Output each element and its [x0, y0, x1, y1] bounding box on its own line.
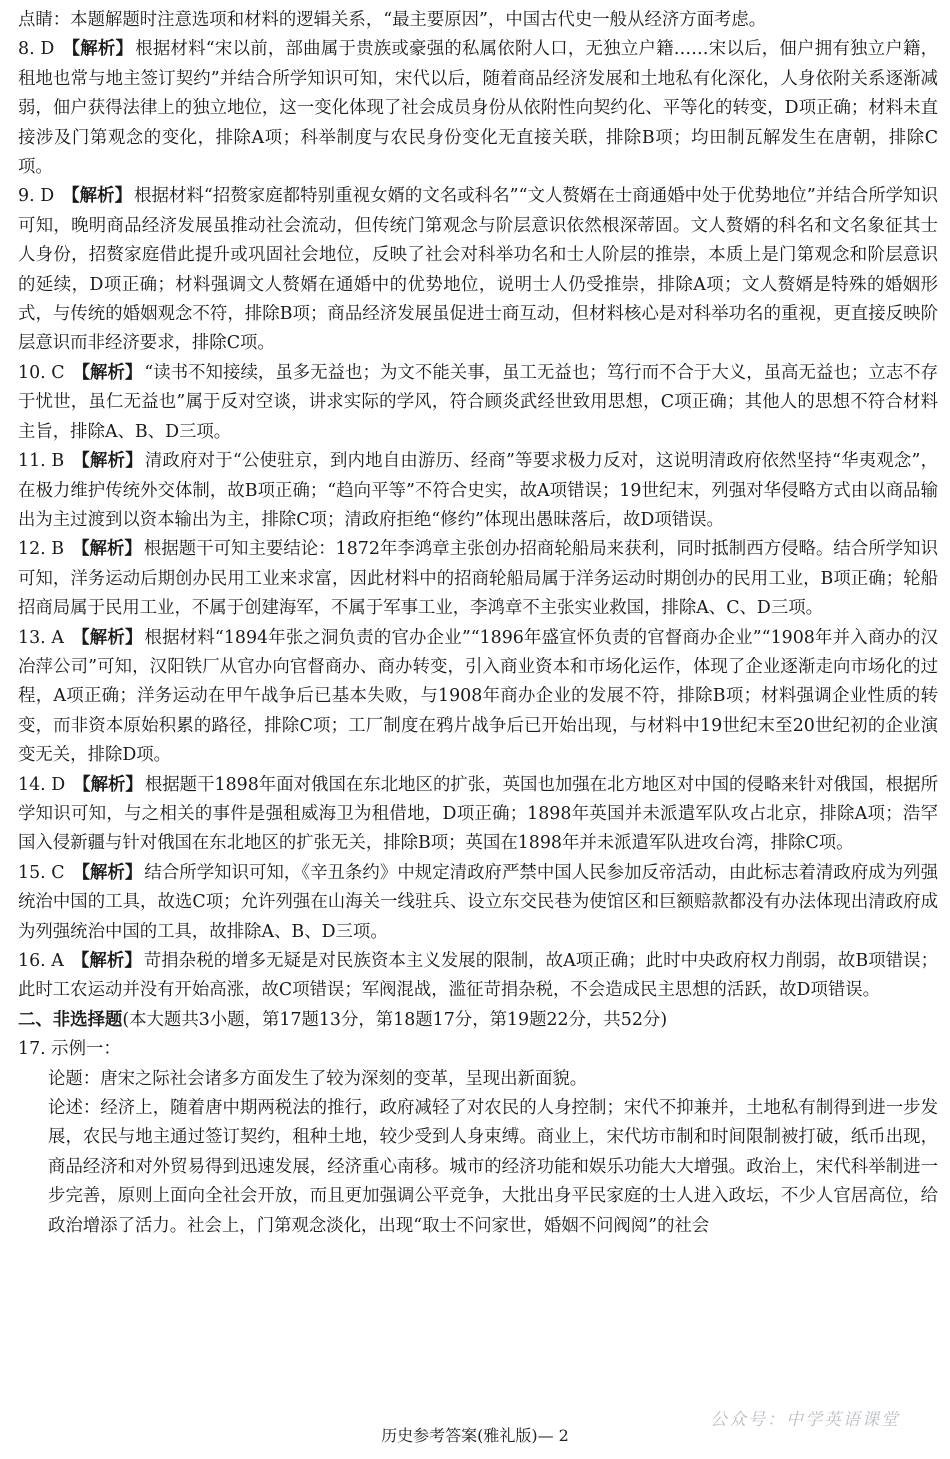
answer-text: 根据材料“宋以前，部曲属于贵族或豪强的私属依附人口，无独立户籍……宋以后，佃户拥有独立户籍，租地也常与地主签订契约”并结合所学知识可知，宋代以后，随着商品经济发展和土地私有化深化，人身依附关系逐渐减弱，佃户获得法律上的独立地位，这一变化体现了社会成员身份从依附性向契约化、平等化的转变，D项正确；材料未直接涉及门第观念的变化，排除A项；科举制度与农民身份变化无直接关联，排除B项；均田制瓦解发生在唐朝，排除C项。 [18, 39, 938, 178]
answer-text: 清政府对于“公使驻京，到内地自由游历、经商”等要求极力反对，这说明清政府依然坚持“华夷观念”，在极力维护传统外交体制，故B项正确；“趋向平等”不符合史实，故A项错误；19世纪末，列强对华侵略方式由以商品输出为主过渡到以资本输出为主，排除C项；清政府拒绝“修约”体现出愚昧落后，故D项错误。 [18, 451, 938, 530]
answer-number: 10. C [18, 362, 65, 383]
answer-number: 12. B [18, 539, 65, 560]
page-footer: 历史参考答案(雅礼版)— 2 [381, 1426, 569, 1445]
answer-text: 根据材料“招赘家庭都特别重视女婿的文名或科名”“文人赘婿在士商通婚中处于优势地位”并结合所学知识可知，晚明商品经济发展虽推动社会流动，但传统门第观念与阶层意识依然根深蒂固。文人赘婿的科名和文名象征其士人身份，招赘家庭借此提升或巩固社会地位，反映了社会对科举功名和士人阶层的推崇，本质上是门第观念和阶层意识的延续，D项正确；材料强调文人赘婿在通婚中的优势地位，说明士人仍受推崇，排除A项；文人赘婿是特殊的婚姻形式，与传统的婚姻观念不符，排除B项；商品经济发展虽促进士商互动，但材料核心是对科举功名的重视，更直接反映阶层意识而非经济要求，排除C项。 [18, 186, 938, 354]
answer-item-14 [18, 771, 938, 859]
answer-item-15 [18, 859, 938, 947]
answer-page [18, 6, 938, 1241]
answer-item-9 [18, 182, 938, 358]
section-note: (本大题共3小题，第17题13分，第18题17分，第19题22分，共52分) [122, 1009, 668, 1030]
analysis-tag: 【解析】 [71, 627, 143, 648]
answer-item-16 [18, 947, 938, 1006]
analysis-tag: 【解析】 [72, 451, 143, 472]
analysis-tag: 【解析】 [71, 951, 142, 971]
answer-number: 8. D [18, 39, 55, 60]
answer-number: 11. B [18, 451, 65, 472]
intro-note: 点睛：本题解题时注意选项和材料的逻辑关系，“最主要原因”，中国古代史一般从经济方面考虑。 [18, 10, 767, 30]
watermark: 公众号：中学英语课堂 [710, 1410, 900, 1430]
answer-item-10 [18, 359, 938, 447]
section-title: 二、非选择题 [18, 1009, 123, 1030]
analysis-tag: 【解析】 [72, 862, 143, 883]
analysis-tag: 【解析】 [72, 362, 143, 383]
analysis-tag: 【解析】 [73, 774, 143, 795]
answer-text: 根据题干1898年面对俄国在东北地区的扩张，英国也加强在北方地区对中国的侵略来针对俄国，根据所学知识可知，与之相关的事件是强租威海卫为租借地，D项正确；1898年英国并未派遣军队攻占北京，排除A项；浩罕国入侵新疆与针对俄国在东北地区的扩张无关，排除B项；英国在1898年并未派遣军队进攻台湾，排除C项。 [18, 774, 938, 854]
answer-item-8 [18, 35, 938, 182]
answer-number: 16. A [18, 951, 64, 971]
analysis-tag: 【解析】 [62, 186, 133, 207]
analysis-tag: 【解析】 [62, 39, 134, 60]
answer-text: 结合所学知识可知，《辛丑条约》中规定清政府严禁中国人民参加反帝活动，由此标志着清政府成为列强统治中国的工具，故选C项；允许列强在山海关一线驻兵、设立东交民巷为使馆区和巨额赔款都没有办法体现出清政府成为列强统治中国的工具，故排除A、B、D三项。 [18, 862, 938, 942]
answer-list [18, 35, 938, 1005]
q17-number: 17. 示例一： [18, 1039, 121, 1060]
answer-text: 根据题干可知主要结论：1872年李鸿章主张创办招商轮船局来获利，同时抵制西方侵略。结合所学知识可知，洋务运动后期创办民用工业来求富，因此材料中的招商轮船局属于洋务运动时期创办的民用工业，B项正确；轮船招商局属于民用工业，不属于创建海军，不属于军事工业，李鸿章不主张实业救国，排除A、C、D三项。 [18, 539, 938, 619]
q17-argument: 论述：经济上，随着唐中期两税法的推行，政府减轻了对农民的人身控制；宋代不抑兼并，土地私有制得到进一步发展，农民与地主通过签订契约，租种土地，较少受到人身束缚。商业上，宋代坊市制和时间限制被打破，纸币出现，商品经济和对外贸易得到迅速发展，经济重心南移。城市的经济功能和娱乐功能大大增强。政治上，宋代科举制进一步完善，原则上面向全社会开放，而且更加强调公平竞争，大批出身平民家庭的士人进入政坛，不少人官居高位，给政治增添了活力。社会上，门第观念淡化，出现“取士不问家世，婚姻不问阀阅”的社会 [48, 1098, 938, 1236]
answer-item-11 [18, 447, 938, 535]
answer-text: 根据材料“1894年张之洞负责的官办企业”“1896年盛宣怀负责的官督商办企业”“1908年并入商办的汉冶萍公司”可知，汉阳铁厂从官办向官督商办、商办转变，引入商业资本和市场化运作，体现了企业逐渐走向市场化的过程，A项正确；洋务运动在甲午战争后已基本失败，与1908年商办企业的发展不符，排除B项；材料强调企业性质的转变，而非资本原始积累的路径，排除C项；工厂制度在鸦片战争后已开始出现，与材料中19世纪末至20世纪初的企业演变无关，排除D项。 [18, 627, 938, 766]
answer-number: 13. A [18, 627, 64, 648]
analysis-tag: 【解析】 [72, 539, 142, 560]
answer-number: 14. D [18, 774, 66, 795]
answer-text: 苛捐杂税的增多无疑是对民族资本主义发展的限制，故A项正确；此时中央政府权力削弱，故B项错误；此时工农运动并没有开始高涨，故C项错误；军阀混战，滥征苛捐杂税，不会造成民主思想的活跃，故D项错误。 [18, 951, 938, 1001]
answer-text: “读书不知接续，虽多无益也；为文不能关事，虽工无益也；笃行而不合于大义，虽高无益也；立志不存于忧世，虽仁无益也”属于反对空谈，讲求实际的学风，符合顾炎武经世致用思想，C项正确；其他人的思想不符合材料主旨，排除A、B、D三项。 [18, 362, 938, 442]
answer-item-12 [18, 535, 938, 623]
q17-thesis: 论题：唐宋之际社会诸多方面发生了较为深刻的变革，呈现出新面貌。 [48, 1068, 588, 1089]
answer-number: 15. C [18, 862, 65, 883]
answer-number: 9. D [18, 186, 55, 207]
section-heading [18, 1006, 938, 1035]
answer-item-13 [18, 624, 938, 771]
